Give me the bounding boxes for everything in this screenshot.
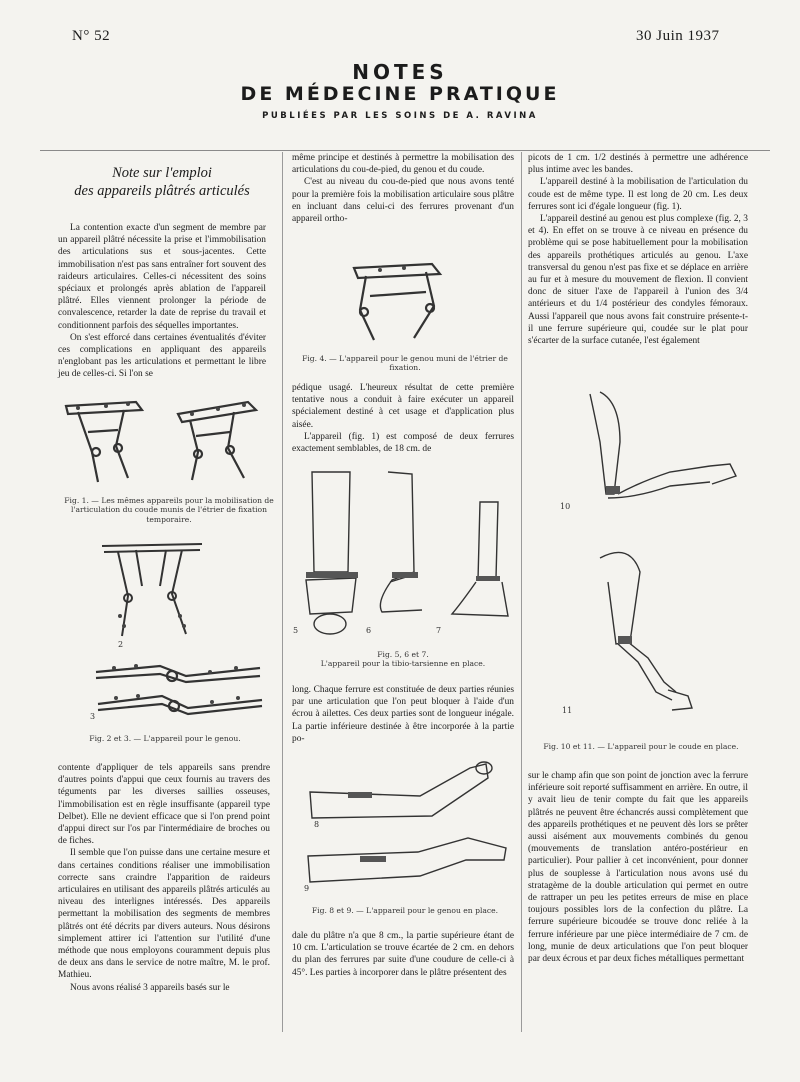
figure-8-9-caption: Fig. 8 et 9. — L'appareil pour le genou en place. (311, 906, 499, 915)
column-divider-1 (282, 152, 283, 1032)
figure-10-11-elbow-casts (560, 382, 750, 732)
figure-number: 9 (304, 884, 310, 893)
figure-1-caption: Fig. 1. — Les mêmes appareils pour la mobilisation de l'articulation du coude munis de l'étrier de fixation temporaire. (64, 496, 274, 524)
paragraph: contente d'appliquer de tels appareils sans prendre d'autres points d'appui que ceux fournis au travers des téguments par les diverses saillies osseuses, l'immobilisation est en règle insuffisante (appareil type Delbet). Elle ne devient efficace que si l'on prend point d'appui direct sur l'os par l'intermédiaire de broches ou de fiches. (58, 763, 270, 847)
figure-number: 3 (90, 712, 96, 721)
figure-2-knee-splint (92, 536, 212, 646)
issue-date: 30 Juin 1937 (636, 28, 720, 44)
column-2-top (292, 152, 514, 225)
paragraph: pédique usagé. L'heureux résultat de cette première tentative nous a conduit à faire exécuter un appareil spécialement destiné à cet usage et d'application plus aisée. (292, 383, 514, 430)
figure-1-elbow-splints (58, 392, 268, 492)
figure-number: 6 (366, 626, 372, 635)
paragraph: La contention exacte d'un segment de membre par un appareil plâtré nécessite la prise et l'immobilisation des articulations sus et sous-jacentes. Cette immobilisation n'est pas sans entraîner fort souvent des raideurs articulaires. Celles-ci nécessitent des soins spéciaux et prolongés après ablation de l'appareil plâtré. Elles viennent prolonger la période de convalescence, retarder la date de reprise du travail et conditionnent parfois des séquelles importantes. (58, 223, 266, 331)
column-divider-2 (521, 152, 522, 1032)
paragraph: même principe et destinés à permettre la mobilisation des articulations du cou-de-pied, du genou et du coude. (292, 153, 514, 176)
column-1-top (58, 160, 266, 381)
paragraph: sur le champ afin que son point de jonction avec la ferrure inférieure soit reporté suffisamment en arrière. En outre, il y avait lieu de tenir compte du fait que les appareils plâtrés ne peuvent être échancrés aussi complètement que des appareils prothétiques et ne peuvent dès lors se prêter aussi aisément aux mouvements combinés du genou (mouvements de translation antéro-postérieur en particulier). Pour pallier à cet inconvénient, pour donner plus de souplesse à l'articulation nous avons usé du stratagème de la double articulation qui permet en outre de rattraper un peu les petites erreurs de mise en place toujours possibles lors de la confection du plâtre. La ferrure supérieure bicoudée se trouve donc reliée à la ferrure inférieure par une pièce intermédiaire de 7 cm. de long, munie de deux articulations que l'on peut bloquer par deux écrous et par deux fiches métalliques permettant (528, 771, 748, 965)
figure-4-knee-stirrup (340, 256, 460, 346)
paragraph: long. Chaque ferrure est constituée de deux parties réunies par une articulation que l'on peut bloquer à l'aide d'un écrou à ailettes. Ces deux parties sont de longueur inégale. La partie inférieure destinée à être incorporée à la partie po- (292, 685, 514, 744)
paragraph: L'appareil destiné à la mobilisation de l'articulation du coude est de même type. Il est long de 20 cm. Les deux ferrures sont ici d'égale longueur (fig. 1). (528, 177, 748, 212)
article-title-line-1: Note sur l'emploi (112, 165, 212, 181)
column-3-top (528, 152, 748, 347)
figure-5-6-7-caption (294, 650, 512, 669)
paragraph: dale du plâtre n'a que 8 cm., la partie supérieure étant de 10 cm. L'articulation se trouve écartée de 2 cm. en dehors du plan des ferrures par suite d'une coudure de celle-ci à 45°. Les parties à incorporer dans le plâtre présentent des (292, 931, 514, 978)
column-2-bottom (292, 930, 514, 979)
paragraph: On s'est efforcé dans certaines éventualités d'éviter ces complications en appliquant des appareils n'englobant pas les articulations et permettant le libre jeu de celles-ci. Si l'on se (58, 332, 266, 380)
column-2-middle (292, 382, 514, 455)
figure-number: 5 (293, 626, 299, 635)
paragraph: L'appareil destiné au genou est plus complexe (fig. 2, 3 et 4). En effet on se trouve à ce niveau en présence du problème qui se pose habituellement pour la mobilisation des appareils prothétiques articulés au genou. L'axe transversal du genou n'est pas fixe et se déplace en arrière au fur et à mesure du mouvement de flexion. Il convient donc de situer l'axe de l'appareil à l'union des 3/4 antérieurs et du 1/4 postérieur des condyles fémoraux. Aussi l'appareil que nous avons fait construire présente-t-il une ferrure supérieure qui, coudée sur le plat pour s'écarter de la surface cutanée, l'est également (528, 214, 748, 347)
caption-line: Fig. 5, 6 et 7. (377, 650, 429, 659)
column-2-middle-2 (292, 684, 514, 745)
paragraph: Nous avons réalisé 3 appareils basés sur le (70, 982, 230, 993)
figure-3-knee-splint (90, 654, 270, 724)
caption-line: L'appareil pour la tibio-tarsienne en place. (320, 659, 486, 669)
article-title-line-2: des appareils plâtrés articulés (74, 183, 250, 199)
figure-10-11-caption: Fig. 10 et 11. — L'appareil pour le coude en place. (543, 742, 739, 751)
figure-4-caption: Fig. 4. — L'appareil pour le genou muni de l'étrier de fixation. (302, 354, 508, 373)
paragraph: L'appareil (fig. 1) est composé de deux ferrures exactement semblables, de 18 cm. de (292, 431, 514, 455)
column-1-bottom (58, 762, 270, 994)
paragraph: picots de 1 cm. 1/2 destinés à permettre une adhérence plus intime avec les bandes. (528, 153, 748, 176)
figure-5-6-7-ankle-casts (292, 462, 514, 642)
issue-number: N° 52 (72, 28, 111, 44)
figure-number: 11 (562, 706, 573, 715)
paragraph: Il semble que l'on puisse dans une certaine mesure et dans certaines conditions réaliser une immobilisation correcte sans craindre l'apparition de raideurs articulaires en utilisant des appareils plâtrés articulés au niveau des interlignes intéressés. Des appareils permettant la mobilisation des segments de membres plâtrés ont été décrits par divers auteurs. Nous désirons simplement attirer ici l'attention sur l'utilité d'une méthode que nous employons couramment depuis plus de deux ans dans le service de notre maître, M. le prof. Mathieu. (58, 848, 270, 981)
figure-number: 8 (314, 820, 320, 829)
figure-2-3-caption: Fig. 2 et 3. — L'appareil pour le genou. (89, 734, 241, 743)
masthead-byline: PUBLIÉES PAR LES SOINS DE A. RAVINA (262, 111, 538, 121)
header-divider (40, 150, 770, 151)
figure-8-9-knee-casts (300, 756, 514, 896)
article-title (58, 164, 266, 200)
figure-number: 7 (436, 626, 442, 635)
paragraph: C'est au niveau du cou-de-pied que nous avons tenté pour la première fois la mobilisation articulaire sous plâtre en incluant dans celui-ci des ferrures provenant d'un appareil ortho- (292, 177, 514, 225)
figure-number: 10 (560, 502, 571, 511)
masthead-title: NOTES (352, 60, 448, 84)
column-3-bottom (528, 770, 748, 965)
figure-number: 2 (118, 640, 124, 649)
masthead-subtitle: DE MÉDECINE PRATIQUE (240, 83, 560, 105)
